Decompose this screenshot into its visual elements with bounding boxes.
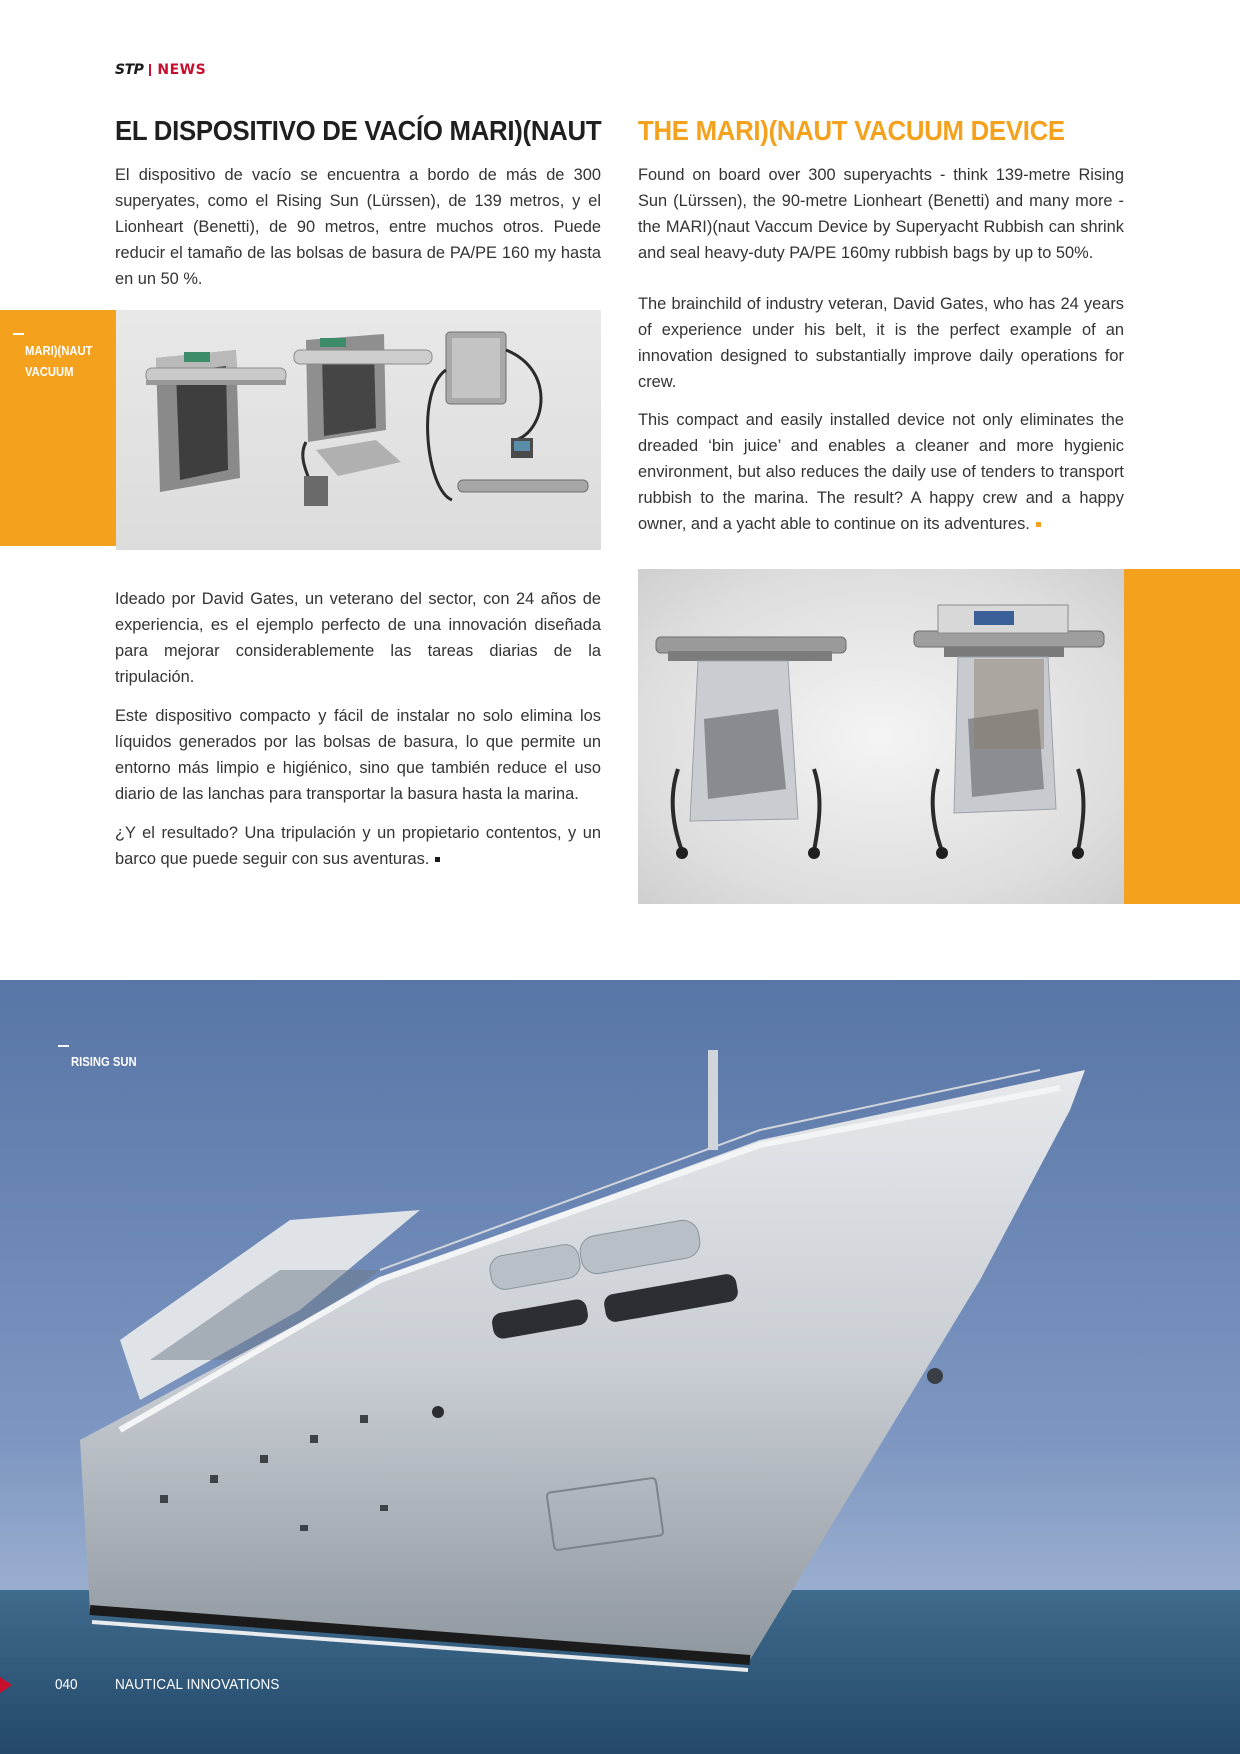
yacht-mast: [708, 1050, 718, 1150]
device-caption-line-1: MARI)(NAUT: [25, 344, 93, 358]
caption-dash: [13, 333, 24, 335]
sealed-bags-illustration: [638, 569, 1124, 904]
page-header: [115, 60, 206, 80]
footer-marker-icon: [0, 1677, 12, 1693]
english-paragraph-3: [638, 407, 1124, 537]
device-caption: [25, 341, 92, 383]
sealed-bags-photo: [638, 569, 1124, 904]
footer-section-name: NAUTICAL INNOVATIONS: [115, 1676, 280, 1693]
device-with-bag-right: [914, 605, 1104, 859]
brand-logo: STP: [115, 62, 144, 78]
device-compact-unit: [428, 332, 588, 500]
page-number: 040: [55, 1676, 78, 1693]
section-label: NEWS: [157, 62, 207, 78]
spanish-paragraph-4-text: ¿Y el resultado? Una tripulación y un propietario contentos, y un barco que puede seguir con sus aventuras.: [115, 824, 601, 868]
end-mark: [435, 857, 440, 862]
device-standing-unit: [294, 334, 432, 506]
english-title: THE MARI)(NAUT VACUUM DEVICE: [638, 115, 1065, 146]
end-mark: [1036, 522, 1041, 527]
spanish-paragraph-2: Ideado por David Gates, un veterano del sector, con 24 años de experiencia, es el ejemplo perfecto de una innovación diseñada para mejorar considerablemente las tareas diarias de la tripulación.: [115, 590, 601, 686]
vacuum-devices-illustration: [116, 310, 601, 550]
english-paragraph-1: Found on board over 300 superyachts - think 139-metre Rising Sun (Lürssen), the 90-metre Lionheart (Benetti) and many more - the MARI)(naut Vaccum Device by Superyacht Rubbish can shrink and seal heavy-duty PA/PE 160my rubbish bags by up to 50%.: [638, 166, 1124, 262]
english-paragraph-2: The brainchild of industry veteran, David Gates, who has 24 years of experience under his belt, it is the perfect example of an innovation designed to substantially improve daily operations for crew.: [638, 295, 1124, 391]
spanish-paragraph-3: Este dispositivo compacto y fácil de instalar no solo elimina los líquidos generados por las bolsas de basura, lo que permite un entorno más limpio e higiénico, sino que también reduce el uso diario de las lanchas para transportar la basura hasta la marina.: [115, 707, 601, 803]
device-wall-unit: [146, 350, 286, 492]
header-divider: [149, 64, 151, 76]
yacht-photo: [0, 980, 1240, 1754]
english-paragraph-3-text: This compact and easily installed device not only eliminates the dreaded ‘bin juice’ and enables a cleaner and more hygienic environment, but also reduces the daily use of tenders to transport rubbish to the marina. The result? A happy crew and a happy owner, and a yacht able to continue on its adventures.: [638, 411, 1124, 533]
vacuum-devices-photo: [116, 310, 601, 550]
spanish-paragraph-1: El dispositivo de vacío se encuentra a bordo de más de 300 superyates, como el Rising Sun (Lürssen), de 139 metros, y el Lionheart (Benetti), de 90 metros, entre muchos otros. Puede reducir el tamaño de las bolsas de basura de PA/PE 160 my hasta en un 50 %.: [115, 166, 601, 288]
yacht-caption: RISING SUN: [71, 1055, 137, 1069]
yacht-caption-dash: [58, 1045, 69, 1047]
device-with-bag-left: [656, 637, 846, 859]
spanish-title: EL DISPOSITIVO DE VACÍO MARI)(NAUT: [115, 115, 602, 146]
yacht-illustration: [0, 980, 1240, 1754]
photo-accent-block: [1124, 569, 1240, 904]
spanish-paragraph-4: [115, 820, 601, 872]
device-caption-line-2: VACUUM: [25, 365, 74, 379]
